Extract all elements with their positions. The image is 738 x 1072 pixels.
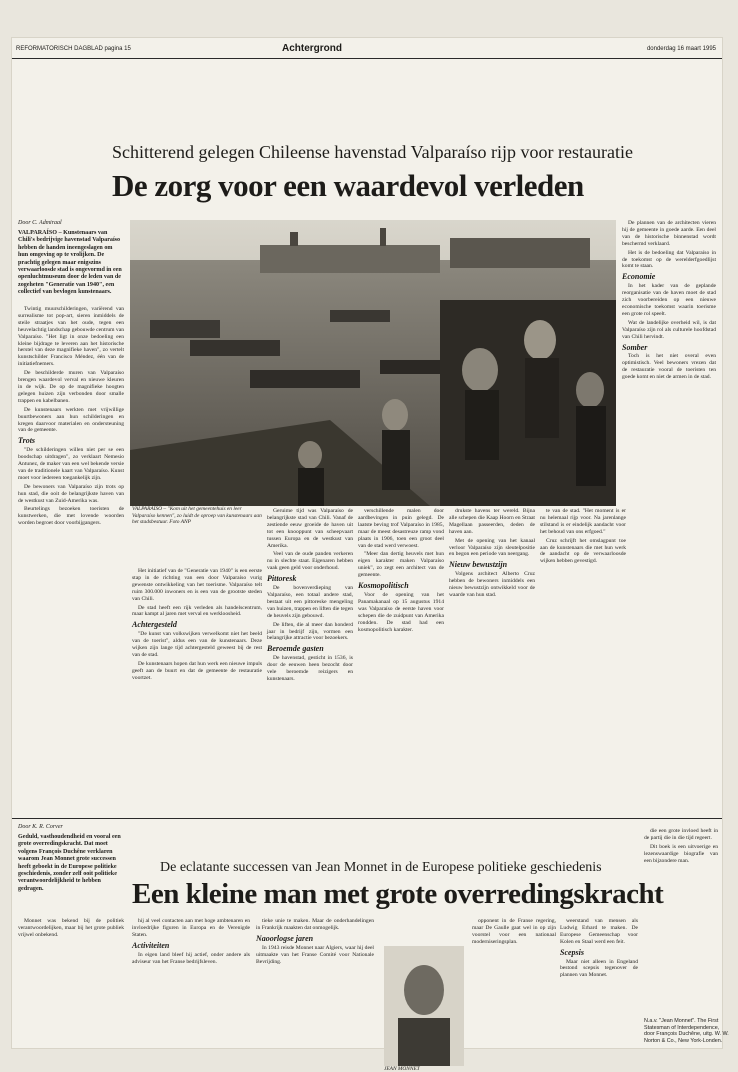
harbor-photo-caption: VALPARAÍSO – "Kom uit het gemeentehuis en leer Valparaíso kennen", zo luidt de oproep van kunstenaars aan het stadsbestuur. Foto ANP [132, 506, 262, 526]
paragraph: verschillende malen door aardbevingen in puin gelegd. De laatste beving trof Valparaíso in 1985, maar de meest desastreuze ramp vond plaats in 1906, toen een groot deel van de stad werd verwoest. [358, 508, 444, 549]
paragraph: De plannen van de architecten vieren hij de gemeente in goede aarde. Een deel van de historische binnenstad wordt beschermd verklaard. [622, 220, 716, 247]
subheading: Kosmopolitisch [358, 581, 409, 591]
page-header [12, 38, 722, 59]
paragraph: te van de stad. "Het moment is er nu helemaal rijp voor. Na jarenlange stilstand is er eindelijk aandacht voor het behoud van ons erfgoed." [540, 508, 626, 535]
article2-kicker: De eclatante successen van Jean Monnet in de Europese politieke geschiedenis [160, 860, 602, 875]
article1-column-2 [132, 568, 262, 818]
paragraph: Met de opening van het kanaal verloor Valparaíso zijn sleutelpositie en begon een periode van neergang. [449, 537, 535, 558]
paragraph: De kunstenaars hopen dat hun werk een nieuwe impuls geeft aan de buurt en dat de gemeente de restauratie voortzet. [132, 660, 262, 681]
paragraph: Cruz schrijft het omslagpunt toe aan de kunstenaars die met hun werk de aandacht op de verwaarloosde wijken hebben gevestigd. [540, 537, 626, 565]
paragraph: Geruime tijd was Valparaíso de belangrijkste stad van Chili. Vanaf de zestiende eeuw groeide de haven uit tot een knooppunt van scheepvaart tussen Europa en de westkust van Amerika. [267, 508, 353, 549]
paragraph: In eigen land bleef hij actief, onder andere als adviseur van het Franse bedrijfsleven. [132, 951, 250, 965]
paragraph: Het initiatief van de "Generatie van 1940" is een eerste stap in de richting van een door Valparaíso vurig gewenste ontwikkeling van het toerisme. Valparaíso telt ruim 300.000 inwoners en is een van de grootste steden van Chili. [132, 568, 262, 602]
newspaper-page [12, 38, 729, 1072]
article2-headline: Een kleine man met grote overredingskracht [132, 878, 664, 910]
paragraph: De kunstenaars werkten met vrijwillige buurtbewoners aan hun schilderingen en kregen daarvoor materialen en ondersteuning van de gemeente. [18, 406, 124, 434]
subheading: Pittoresk [267, 574, 297, 584]
subheading: Activiteiten [132, 940, 170, 950]
paragraph: De havenstad, gesticht in 1536, is door de eeuwen heen bezocht door vele beroemde reizigers en kunstenaars. [267, 655, 353, 682]
article1-column-6 [540, 508, 626, 818]
paragraph: Maar niet alleen in Engeland bestond scepsis tegenover de plannen van Monnet. [560, 958, 638, 979]
article1-lead: VALPARAÍSO – Kunstenaars van Chili's bedrijvige havenstad Valparaíso hebben de handen ineengeslagen om hun omgeving op te vrolijken. De prachtig gelegen maar enigszins verwaarloosde stad is ongevormd in een openluchtmuseum door de leden van de zogeheten "Generatie van 1940", een collectief van bevlogen kunstenaars. [18, 230, 122, 296]
paragraph: In het kader van de geplande reorganisatie van de haven moet de stad zich voorbereiden op een nieuwe economische toekomst waarin toerisme een grote rol speelt. [622, 283, 716, 317]
paragraph: Monnet was bekend bij de politiek verantwoordelijken, maar bij het grote publiek vrijwel onbekend. [18, 918, 124, 938]
jean-monnet-portrait [384, 946, 464, 1066]
article2-byline: Door K. R. Corver [18, 824, 63, 830]
paragraph: die een grote invloed heeft in de partij die in die tijd regeert. [644, 828, 718, 841]
article2-column-4 [472, 918, 556, 1046]
header-paper-name: REFORMATORISCH DAGBLAD pagina 15 [16, 46, 131, 52]
book-credit: N.a.v. "Jean Monnet". The First Statesman of Interdependence, door François Duchêne, uitg. W. W. Norton & Co., New York-Londen. [644, 1018, 729, 1045]
paragraph: "De kunst van volkswijken verwelkomt niet het beeld van de toerist", aldus een van de kunstenaars. Deze wijken zijn lange tijd achtergesteld geweest bij de rest van de stad. [132, 631, 262, 658]
paragraph: tieke unie te maken. Maar de onderhandelingen in Frankrijk maakten dat onmogelijk. [256, 918, 374, 931]
subheading: Beroemde gasten [267, 644, 324, 654]
header-date: donderdag 16 maart 1995 [646, 46, 716, 52]
paragraph: De beschilderde muren van Valparaíso brengen waardevol verval en nieuwe kleuren in de wijk. De op de magnifieke hoogten gelegen huizen zijn verbonden door smalle trappen en kabelbanen. [18, 370, 124, 404]
article2-column-5 [560, 918, 638, 1046]
article1-kicker: Schitterend gelegen Chileense havenstad Valparaíso rijp voor restauratie [112, 142, 633, 162]
subheading: Naoorlogse jaren [256, 933, 314, 943]
article1-column-1 [18, 306, 124, 810]
article2-lead: Geduld, vasthoudendheid en vooral een grote overredingskracht. Dat moet volgens François Duchêne verklaren waarom Jean Monnet grote successen heeft geboekt in de Europese politieke geschiedenis, zonder zelf ooit politieke verantwoordelijkheid te hebben gedragen. [18, 834, 121, 892]
paragraph: Het is de bedoeling dat Valparaíso in de toekomst op de werelderfgoedlijst komt te staan. [622, 249, 716, 270]
article2-column-6 [644, 828, 718, 1016]
article1-column-3 [267, 508, 353, 818]
subheading: Trots [18, 436, 36, 446]
paragraph: Wat de landelijke overheid wil, is dat Valparaíso zijn rol als culturele hoofdstad van Chili hervindt. [622, 319, 716, 340]
harbor-photo [130, 220, 616, 506]
portrait-illustration [384, 946, 464, 1066]
article2-column-1 [18, 918, 124, 1046]
paragraph: De bewoners van Valparaíso zijn trots op hun stad, die ooit de belangrijkste haven van de westkust van Zuid-Amerika was. [18, 483, 124, 504]
article1-column-4 [358, 508, 444, 818]
paragraph: Beurtelings bezoeken toeristen de kunstwerken, die met lovende woorden worden begroet door voorbijgangers. [18, 506, 124, 527]
harbor-photo-illustration [130, 220, 616, 506]
paragraph: opponent in de Franse regering, maar De Gaulle gaat wel in op zijn voorstel voor een nationaal moderniseringsplan. [472, 918, 556, 945]
portrait-caption: JEAN MONNET [384, 1066, 420, 1072]
article1-byline: Door C. Admiraal [18, 220, 62, 226]
paragraph: De liften, die al meer dan honderd jaar in bedrijf zijn, vormen een belangrijke attractie voor bezoekers. [267, 621, 353, 642]
paragraph: De stad heeft een rijk verleden als handelscentrum, maar kampt al jaren met verval en werkloosheid. [132, 604, 262, 618]
article1-column-5 [449, 508, 535, 818]
article2-column-2 [132, 918, 250, 1046]
subheading: Scepsis [560, 947, 584, 957]
paragraph: Toch is het niet overal even optimistisch. Veel bewoners vrezen dat de restauratie vooral de toeristen ten goede komt en niet de armen in de stad. [622, 353, 716, 381]
paragraph: "Meer dan dertig heuvels met hun eigen karakter maken Valparaíso uniek", zo zegt een architect van de gemeente. [358, 551, 444, 579]
subheading: Economie [622, 272, 656, 282]
article1-headline: De zorg voor een waardevol verleden [112, 168, 584, 203]
paragraph: hij al veel contacten aan met hoge ambtenaren en invloedrijke figuren in Europa en de Verenigde Staten. [132, 918, 250, 938]
paragraph: Twintig muurschilderingen, variërend van surrealisme tot pop-art, sieren inmiddels de steile straatjes van het oude, tegen een heuvelachtig landschap gebouwde centrum van Valparaíso. "Het ligt in onze bedoeling een kleine bijdrage te leveren aan het historische herstel van deze magnifieke haven", zo vertelt kunstschilder Francisco Méndez, één van de initiatiefnemers. [18, 306, 124, 368]
paragraph: De bovenverdieping van Valparaíso, een totaal andere stad, bestaat uit een pittoreske mengeling van huizen, trappen en liften die tegen de heuvels zijn gebouwd. [267, 585, 353, 619]
paragraph: Veel van de oude panden verkeren nu in slechte staat. Eigenaren hebben vaak geen geld voor onderhoud. [267, 551, 353, 572]
article1-column-7 [622, 220, 716, 810]
paragraph: Voor de opening van het Panamakanaal op 15 augustus 1914 was Valparaíso de eerste haven voor schepen die de zuidpunt van Amerika rondden. De stad had een kosmopolitisch karakter. [358, 591, 444, 633]
subheading: Somber [622, 342, 648, 352]
paragraph: In 1943 reisde Monnet naar Algiers, waar hij deel uitmaakte van het Franse Comité voor Nationale Bevrijding. [256, 944, 374, 965]
paragraph: Dit boek is een uitvoerige en lezenswaardige biografie van een bijzondere man. [644, 843, 718, 864]
subheading: Nieuw bewustzijn [449, 560, 508, 570]
paragraph: drukste havens ter wereld. Bijna alle schepen die Kaap Hoorn en Straat Magellaan passeerden, deden de haven aan. [449, 508, 535, 535]
article-divider [12, 818, 722, 819]
paragraph: "De schilderingen willen niet per se een boodschap uitdragen", zo verklaart Nemesio Antunez, de maker van een wel bekende versie van de traditionele kaart van Valparaíso. Kunst moet voor iedereen toegankelijk zijn. [18, 447, 124, 481]
subheading: Achtergesteld [132, 620, 177, 630]
header-section: Achtergrond [282, 43, 342, 54]
paragraph: weerstand van mensen als Ludwig Erhard te maken. De Europese Gemeenschap voor Kolen en Staal werd een feit. [560, 918, 638, 945]
article2-column-3 [256, 918, 374, 1046]
paragraph: Volgens architect Alberto Cruz hebben de bewoners inmiddels een nieuw bewustzijn ontwikkeld voor de waarde van hun stad. [449, 571, 535, 598]
